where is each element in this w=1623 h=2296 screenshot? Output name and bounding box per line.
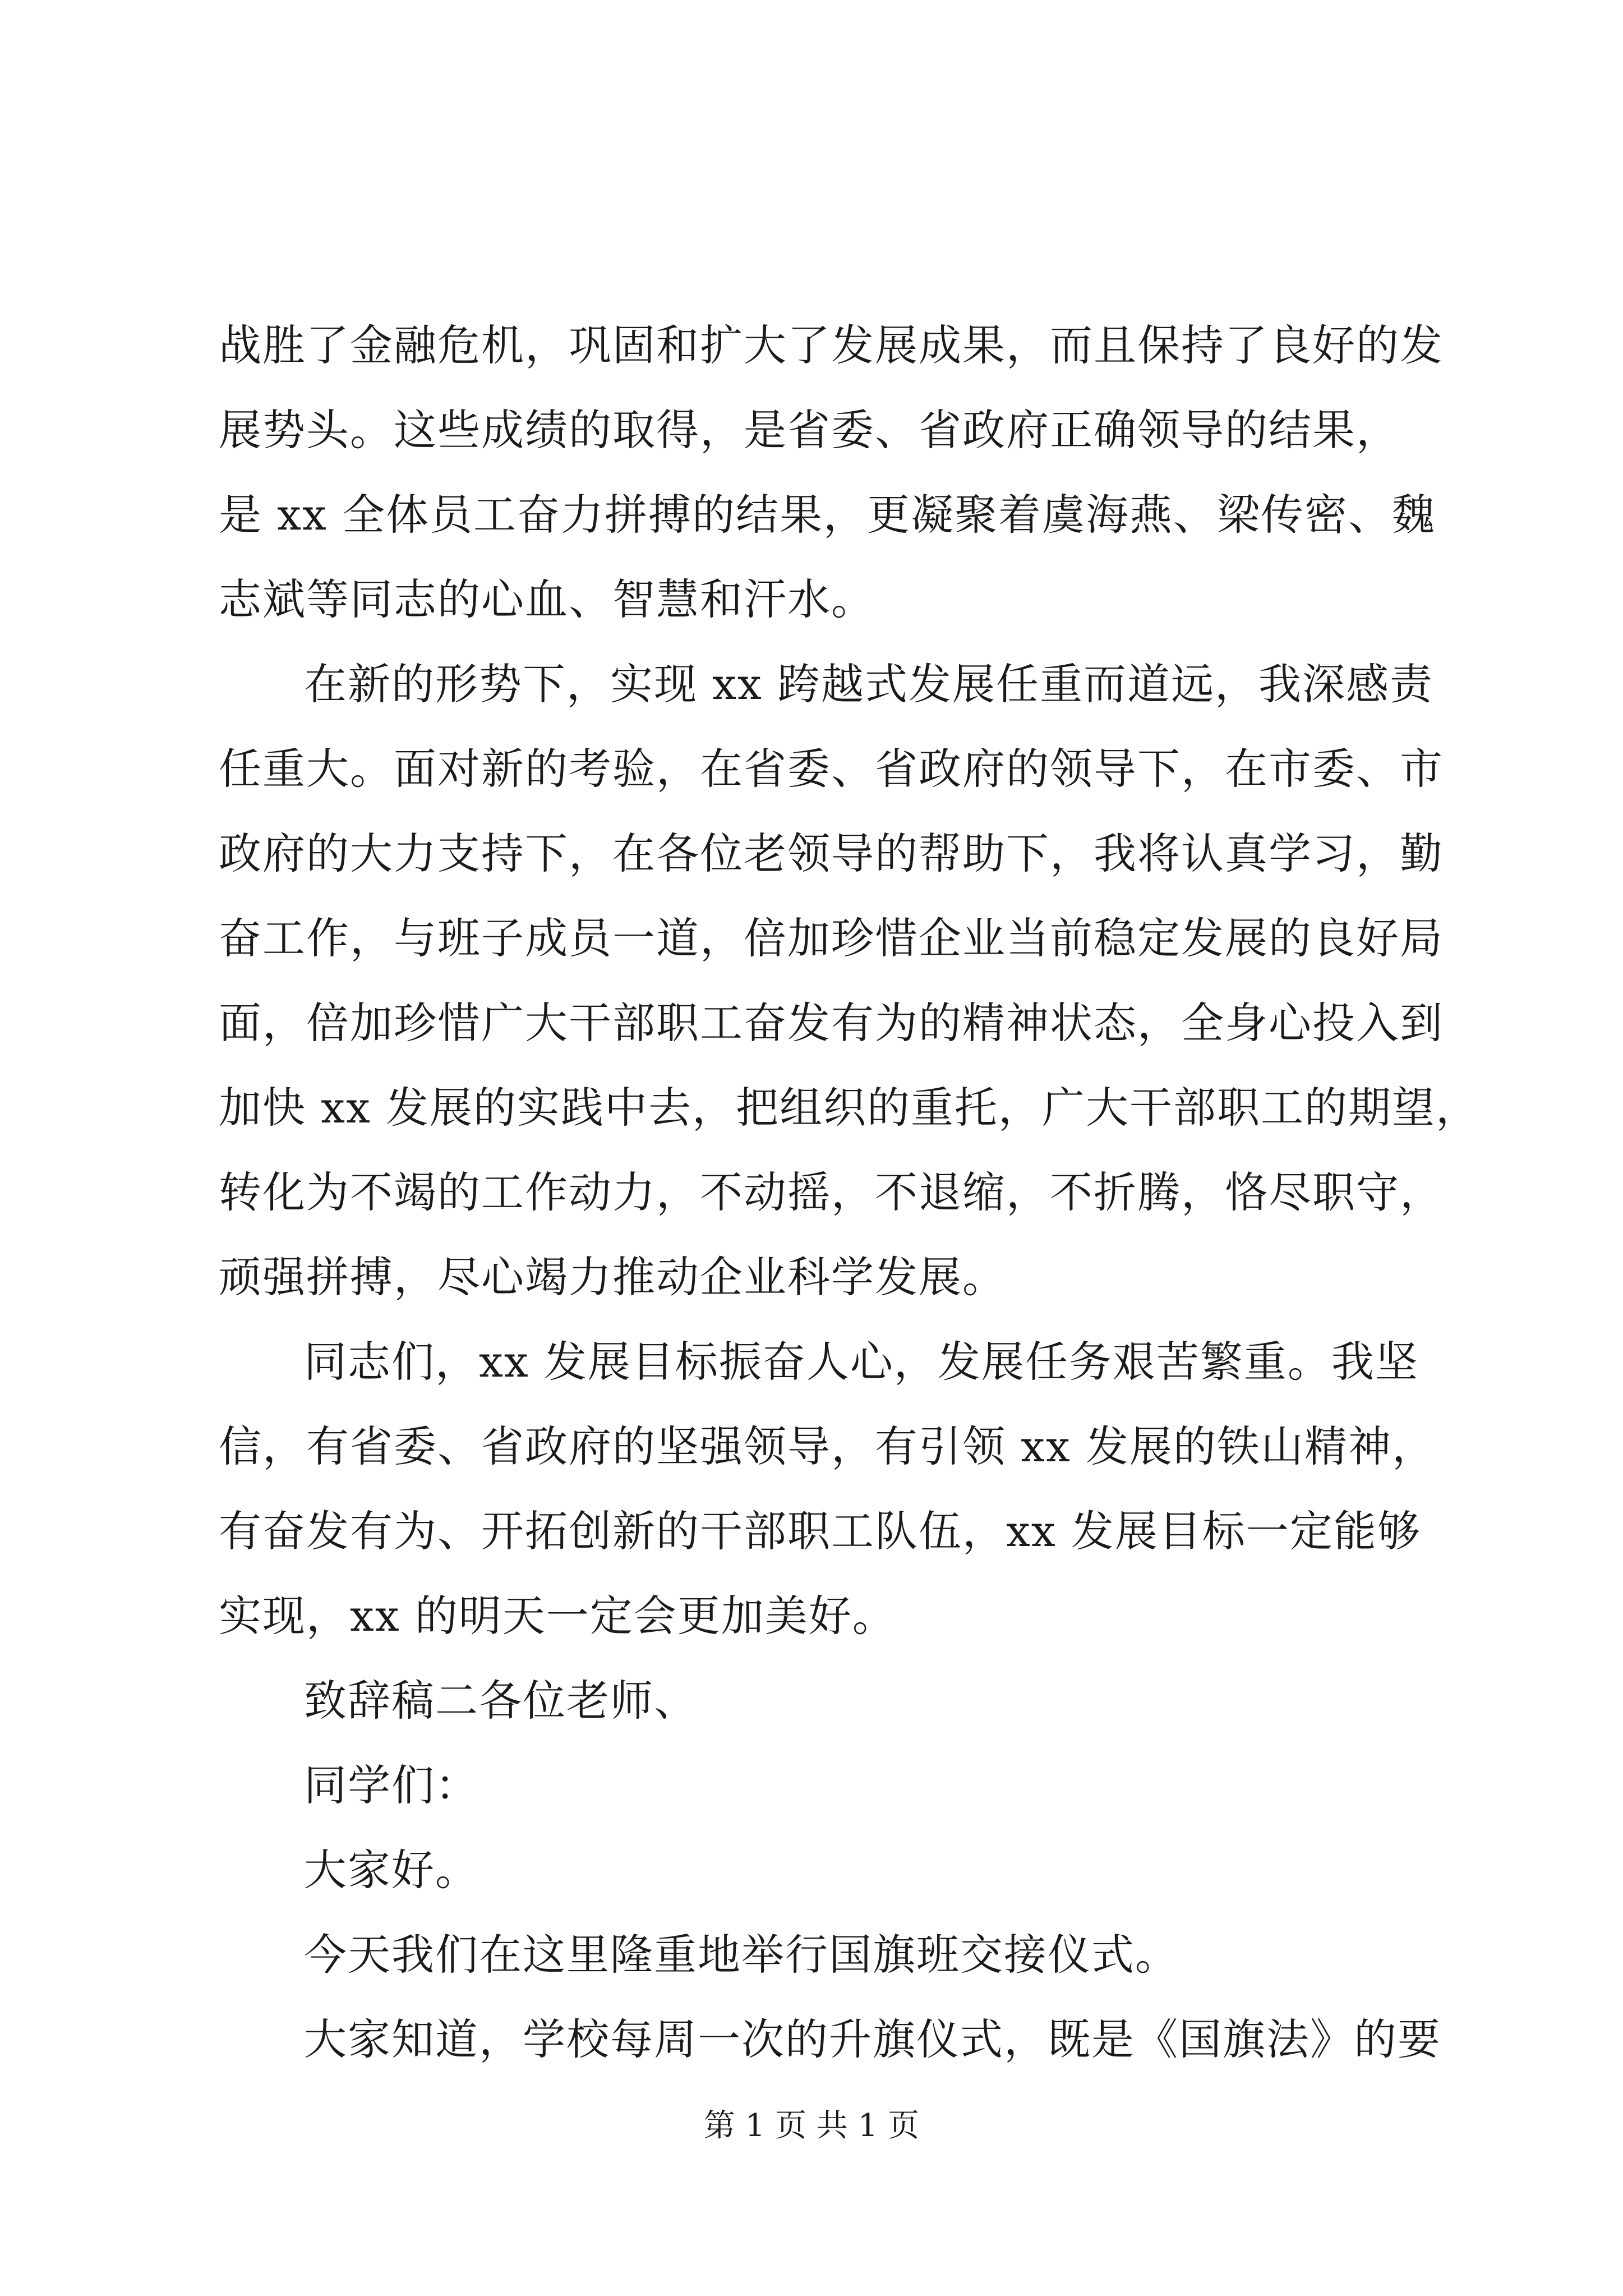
text-line: 信，有省委、省政府的坚强领导，有引领 xx 发展的铁山精神， bbox=[219, 1421, 1436, 1471]
text-line: 志斌等同志的心血、智慧和汗水。 bbox=[219, 574, 875, 624]
text-line: 加快 xx 发展的实践中去，把组织的重托，广大干部职工的期望， bbox=[219, 1083, 1480, 1133]
text-line: 实现，xx 的明天一定会更加美好。 bbox=[219, 1591, 896, 1641]
text-line: 任重大。面对新的考验，在省委、省政府的领导下，在市委、市 bbox=[219, 744, 1444, 794]
text-line: 大家知道，学校每周一次的升旗仪式，既是《国旗法》的要 bbox=[304, 2014, 1441, 2064]
text-line: 展势头。这些成绩的取得，是省委、省政府正确领导的结果， bbox=[219, 405, 1400, 455]
body-text bbox=[219, 303, 1480, 2082]
text-line: 同志们，xx 发展目标振奋人心，发展任务艰苦繁重。我坚 bbox=[304, 1337, 1419, 1387]
text-line: 有奋发有为、开拓创新的干部职工队伍，xx 发展目标一定能够 bbox=[219, 1506, 1421, 1556]
text-line: 顽强拼搏，尽心竭力推动企业科学发展。 bbox=[219, 1252, 1006, 1302]
text-line: 奋工作，与班子成员一道，倍加珍惜企业当前稳定发展的良好局 bbox=[219, 913, 1444, 963]
text-line: 在新的形势下，实现 xx 跨越式发展任重而道远，我深感责 bbox=[304, 659, 1434, 709]
page-footer: 第 1 页 共 1 页 bbox=[703, 2108, 920, 2144]
text-line: 今天我们在这里隆重地举行国旗班交接仪式。 bbox=[304, 1930, 1179, 1980]
text-line: 转化为不竭的工作动力，不动摇，不退缩，不折腾，恪尽职守， bbox=[219, 1167, 1444, 1217]
text-line: 政府的大力支持下，在各位老领导的帮助下，我将认真学习，勤 bbox=[219, 829, 1444, 878]
text-line: 大家好。 bbox=[304, 1845, 479, 1895]
text-line: 致辞稿二各位老师、 bbox=[304, 1676, 698, 1726]
text-line: 同学们： bbox=[304, 1760, 479, 1810]
text-line: 战胜了金融危机，巩固和扩大了发展成果，而且保持了良好的发 bbox=[219, 320, 1444, 370]
text-line: 是 xx 全体员工奋力拼搏的结果，更凝聚着虞海燕、梁传密、魏 bbox=[219, 490, 1436, 540]
text-line: 面，倍加珍惜广大干部职工奋发有为的精神状态，全身心投入到 bbox=[219, 998, 1444, 1048]
